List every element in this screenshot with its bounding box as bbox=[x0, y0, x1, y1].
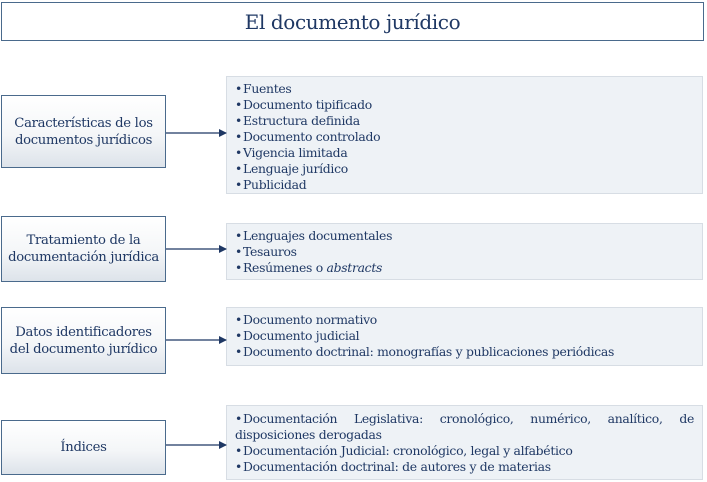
list-item: •Documento normativo bbox=[235, 312, 377, 327]
list-item: •Lenguajes documentales bbox=[235, 228, 393, 243]
list-item: •Tesauros bbox=[235, 244, 297, 259]
category-label: Características de los documentos jurídicos bbox=[14, 115, 153, 148]
list-item: •Vigencia limitada bbox=[235, 145, 348, 160]
abstracts-italic: abstracts bbox=[326, 260, 383, 275]
list-item: •Estructura definida bbox=[235, 113, 360, 128]
list-item: •Documentación doctrinal: de autores y de materias bbox=[235, 459, 551, 474]
list-item: •Resúmenes o abstracts bbox=[235, 260, 383, 275]
category-label: Datos identificadores del documento jurídico bbox=[9, 324, 158, 357]
list-item: •Documento judicial bbox=[235, 328, 360, 343]
list-item: •Documentación Judicial: cronológico, legal y alfabético bbox=[235, 443, 573, 458]
list-item: •Documento tipificado bbox=[235, 97, 372, 112]
list-item: •Documentación Legislativa: cronológico, numérico, analítico, de disposiciones derogadas bbox=[235, 411, 694, 442]
list-item: •Documento controlado bbox=[235, 129, 381, 144]
list-item: •Publicidad bbox=[235, 177, 307, 192]
list-item: •Documento doctrinal: monografías y publicaciones periódicas bbox=[235, 344, 615, 359]
category-label: Tratamiento de la documentación jurídica bbox=[8, 233, 159, 265]
list-item: •Lenguaje jurídico bbox=[235, 161, 348, 176]
list-item: •Fuentes bbox=[235, 81, 292, 96]
category-label: Índices bbox=[60, 440, 107, 455]
diagram-title: El documento jurídico bbox=[1, 2, 704, 41]
